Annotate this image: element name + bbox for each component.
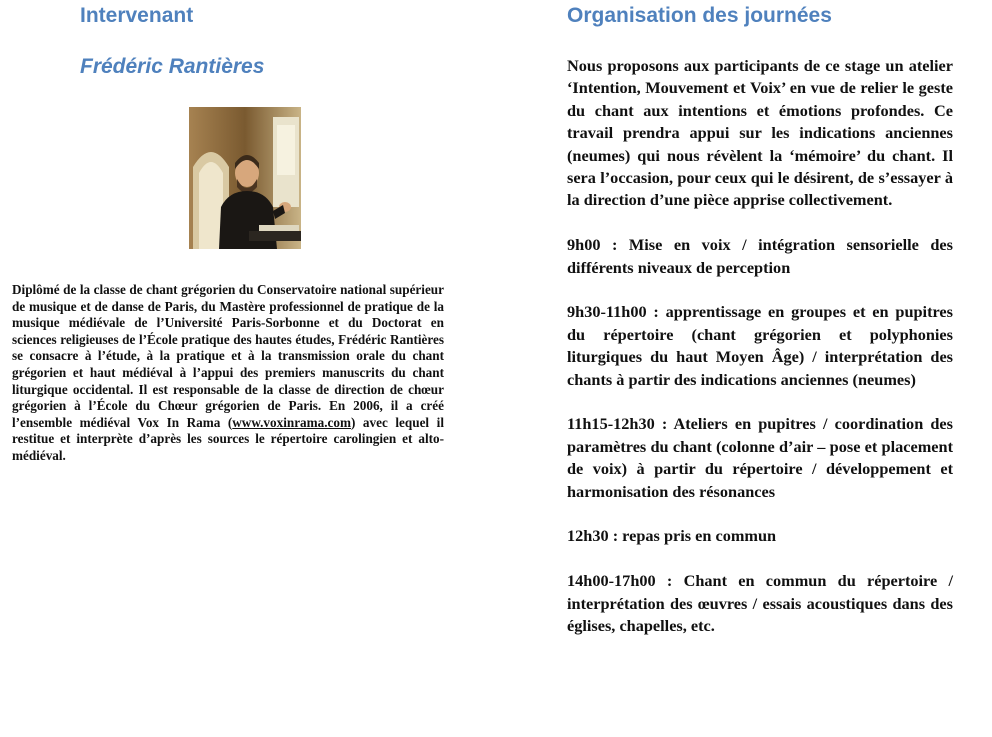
speaker-bio: [12, 282, 444, 465]
schedule-item: 11h15-12h30 : Ateliers en pupitres / coordination des paramètres du chant (colonne d’air – pose et placement de voix) à partir du répertoire / développement et harmonisation des résonances: [567, 414, 953, 501]
bio-text-end: ) avec lequel il restitue et interprète d’après les sources le répertoire carolingien et alto-médiéval.: [12, 414, 444, 463]
schedule-item: 9h30-11h00 : apprentissage en groupes et en pupitres du répertoire (chant grégorien et polyphonies liturgiques du haut Moyen Âge) / interprétation des chants à partir des indications anciennes (neumes): [567, 302, 953, 389]
speaker-name: Frédéric Rantières: [80, 55, 265, 78]
schedule-item: 12h30 : repas pris en commun: [567, 526, 777, 546]
voxinrama-link[interactable]: www.voxinrama.com: [232, 414, 351, 430]
intervenant-heading: Intervenant: [80, 4, 194, 27]
bio-text-start: Diplômé de la classe de chant grégorien du Conservatoire national supérieur de musique et de danse de Paris, du Mastère professionnel de pratique de la musique médiévale de l’Université Paris-Sorbonne et du Doctorat en sciences religieuses de l’École pratique des hautes études, Frédéric Rantières se consacre à l’étude, à la pratique et à la transmission orale du chant grégorien et haut médiéval à l’appui des premiers manuscrits du chant liturgique occidental. Il est responsable de la classe de direction de chœur grégorien à l’École du Chœur grégorien de Paris. En 2006, il a créé l’ensemble médiéval Vox In Rama (: [12, 282, 444, 430]
organisation-content: [567, 55, 953, 637]
schedule-item: 14h00-17h00 : Chant en commun du répertoire / interprétation des œuvres / essais acoustiques dans des églises, chapelles, etc.: [567, 571, 953, 636]
schedule-item: 9h00 : Mise en voix / intégration sensorielle des différents niveaux de perception: [567, 235, 953, 277]
intro-paragraph: Nous proposons aux participants de ce stage un atelier ‘Intention, Mouvement et Voix’ en vue de relier le geste du chant aux intentions et émotions profondes. Ce travail prendra appui sur les indications anciennes (neumes) qui nous révèlent la ‘mémoire’ du chant. Il sera l’occasion, pour ceux qui le désirent, de s’essayer à la direction d’une pièce apprise collectivement.: [567, 56, 953, 210]
speaker-photo: [189, 107, 301, 249]
organisation-heading: Organisation des journées: [567, 4, 832, 27]
